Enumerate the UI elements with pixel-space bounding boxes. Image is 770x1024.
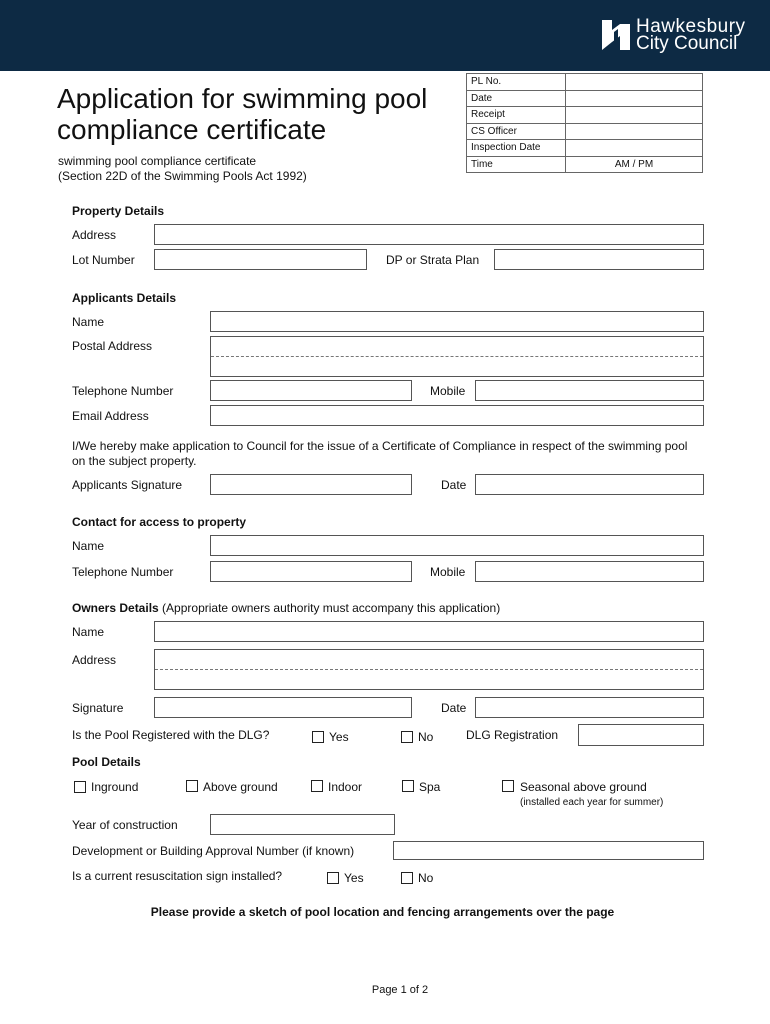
office-value-field[interactable] — [566, 123, 703, 140]
office-label: Inspection Date — [467, 140, 566, 157]
applicant-name-label: Name — [72, 315, 105, 329]
dlg-no-checkbox[interactable] — [401, 731, 413, 743]
owner-name-field[interactable] — [154, 621, 704, 642]
applicant-phone-field[interactable] — [210, 380, 412, 401]
table-row — [467, 107, 703, 124]
resus-question: Is a current resuscitation sign installed? — [72, 869, 283, 883]
applicant-mobile-label: Mobile — [430, 384, 466, 398]
applicant-mobile-field[interactable] — [475, 380, 704, 401]
inground-label: Inground — [91, 780, 139, 794]
contact-mobile-label: Mobile — [430, 565, 466, 579]
sketch-instruction: Please provide a sketch of pool location and fencing arrangements over the page — [150, 905, 615, 919]
applicant-heading: Applicants Details — [72, 291, 177, 305]
office-label: Time — [467, 156, 566, 173]
declaration-text: I/We hereby make application to Council for the issue of a Certificate of Compliance in respect of the swimming pool on the subject property. — [72, 439, 688, 468]
resus-no-checkbox[interactable] — [401, 872, 413, 884]
seasonal-label: Seasonal above ground — [520, 780, 647, 794]
owner-address-label: Address — [72, 653, 117, 667]
dlg-registered-question: Is the Pool Registered with the DLG? — [72, 728, 270, 742]
owner-signature-label: Signature — [72, 701, 124, 715]
owner-address-field[interactable] — [154, 649, 704, 690]
contact-phone-label: Telephone Number — [72, 565, 174, 579]
resus-yes-label: Yes — [344, 871, 364, 885]
applicant-phone-label: Telephone Number — [72, 384, 174, 398]
time-value[interactable]: AM / PM — [566, 156, 703, 173]
postal-address-field[interactable] — [210, 336, 704, 377]
owners-note: (Appropriate owners authority must accompany this application) — [162, 601, 501, 615]
page-number: Page 1 of 2 — [371, 984, 429, 996]
dp-strata-field[interactable] — [494, 249, 704, 270]
applicant-signature-field[interactable] — [210, 474, 412, 495]
spa-checkbox[interactable] — [402, 780, 414, 792]
table-row — [467, 140, 703, 157]
logo-text-line2: City Council — [636, 33, 738, 54]
above-ground-label: Above ground — [203, 780, 278, 794]
field-divider — [155, 669, 703, 670]
property-address-field[interactable] — [154, 224, 704, 245]
owners-heading: Owners Details — [72, 601, 159, 615]
owners-heading-line — [72, 601, 500, 615]
resus-no-label: No — [418, 871, 434, 885]
contact-name-field[interactable] — [210, 535, 704, 556]
office-label: CS Officer — [467, 123, 566, 140]
dp-label: DP or Strata Plan — [386, 253, 480, 267]
table-row — [467, 156, 703, 173]
office-use-table — [466, 73, 703, 173]
postal-label: Postal Address — [72, 339, 153, 353]
dlg-no-label: No — [418, 730, 434, 744]
owner-name-label: Name — [72, 625, 105, 639]
office-value-field[interactable] — [566, 140, 703, 157]
resus-yes-checkbox[interactable] — [327, 872, 339, 884]
lot-label: Lot Number — [72, 253, 135, 267]
email-field[interactable] — [210, 405, 704, 426]
approval-label: Development or Building Approval Number (if known) — [72, 844, 355, 858]
applicant-date-label: Date — [441, 478, 467, 492]
table-row — [467, 123, 703, 140]
indoor-checkbox[interactable] — [311, 780, 323, 792]
above-ground-checkbox[interactable] — [186, 780, 198, 792]
office-value-field[interactable] — [566, 74, 703, 91]
office-value-field[interactable] — [566, 90, 703, 107]
office-value-field[interactable] — [566, 107, 703, 124]
field-divider — [211, 356, 703, 357]
office-label: Receipt — [467, 107, 566, 124]
seasonal-checkbox[interactable] — [502, 780, 514, 792]
year-field[interactable] — [210, 814, 395, 835]
dlg-registration-label: DLG Registration — [466, 728, 559, 742]
indoor-label: Indoor — [328, 780, 363, 794]
property-heading: Property Details — [72, 204, 165, 218]
owner-date-label: Date — [441, 701, 467, 715]
email-label: Email Address — [72, 409, 149, 423]
approval-number-field[interactable] — [393, 841, 704, 860]
year-label: Year of construction — [72, 818, 178, 832]
applicant-signature-label: Applicants Signature — [72, 478, 183, 492]
page-title: Application for swimming pool compliance certificate — [57, 83, 428, 145]
table-row — [467, 74, 703, 91]
office-label: Date — [467, 90, 566, 107]
applicant-name-field[interactable] — [210, 311, 704, 332]
lot-number-field[interactable] — [154, 249, 367, 270]
owner-date-field[interactable] — [475, 697, 704, 718]
address-label: Address — [72, 228, 117, 242]
dlg-registration-field[interactable] — [578, 724, 704, 746]
contact-heading: Contact for access to property — [72, 515, 247, 529]
council-logo-icon — [602, 20, 630, 50]
seasonal-note: (installed each year for summer) — [520, 797, 664, 808]
table-row — [467, 90, 703, 107]
logo-text-line1: Hawkesbury — [636, 16, 746, 37]
page-subtitle: swimming pool compliance certificate (Section 22D of the Swimming Pools Act 1992) — [58, 154, 307, 183]
spa-label: Spa — [419, 780, 441, 794]
office-label: PL No. — [467, 74, 566, 91]
pool-heading: Pool Details — [72, 755, 141, 769]
dlg-yes-checkbox[interactable] — [312, 731, 324, 743]
dlg-yes-label: Yes — [329, 730, 349, 744]
owner-signature-field[interactable] — [154, 697, 412, 718]
inground-checkbox[interactable] — [74, 781, 86, 793]
contact-phone-field[interactable] — [210, 561, 412, 582]
contact-name-label: Name — [72, 539, 105, 553]
contact-mobile-field[interactable] — [475, 561, 704, 582]
applicant-date-field[interactable] — [475, 474, 704, 495]
